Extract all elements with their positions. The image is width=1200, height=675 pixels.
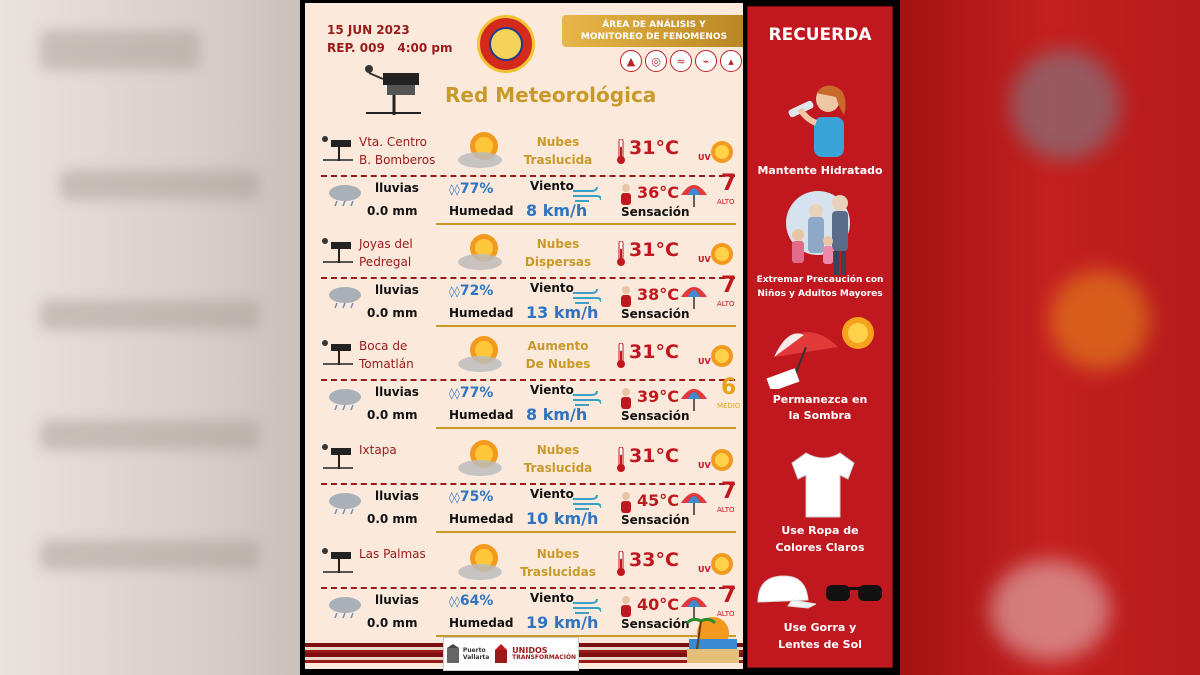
hazard-icons xyxy=(620,50,743,72)
feels-like-label: Sensación xyxy=(621,205,690,219)
tip-hydrated xyxy=(748,164,892,177)
person-heat-icon xyxy=(619,387,633,409)
rain-cloud-icon xyxy=(325,595,365,619)
uv-level: ALTO xyxy=(717,198,735,206)
recuerda-panel xyxy=(743,3,895,669)
row-underline xyxy=(436,427,736,429)
wind-icon xyxy=(571,597,601,617)
station-name-line1: Vta. Centro xyxy=(359,135,427,149)
station-name-line1: Las Palmas xyxy=(359,547,426,561)
humidity-number: 75% xyxy=(459,489,494,505)
uv-level: ALTO xyxy=(717,506,735,514)
station-name-line2: B. Bomberos xyxy=(359,153,436,167)
thermometer-icon xyxy=(616,447,626,473)
rain-label: lluvias xyxy=(375,181,419,195)
feels-like-value: 38°C xyxy=(637,285,680,304)
sky-condition xyxy=(513,235,603,271)
weather-station-icon xyxy=(321,547,355,573)
wind-label: Viento xyxy=(530,383,574,397)
feels-like-label: Sensación xyxy=(621,617,690,631)
wind-icon xyxy=(571,493,601,513)
temperature-value: 33°C xyxy=(629,549,679,571)
sun-cloud-icon xyxy=(456,130,508,170)
row-divider xyxy=(321,277,735,279)
area-banner-line2: MONITOREO DE FENOMENOS xyxy=(580,32,728,42)
humidity-drops-icon: ◊◊ xyxy=(449,285,460,298)
station-name xyxy=(359,235,413,271)
wind-label: Viento xyxy=(530,487,574,501)
umbrella-icon xyxy=(679,487,709,517)
weather-station-icon xyxy=(321,237,355,263)
sky-condition-line2: De Nubes xyxy=(525,357,591,371)
report-number-time xyxy=(327,41,453,55)
humidity-value xyxy=(449,385,493,401)
feels-like-value: 45°C xyxy=(637,491,680,510)
station-name-line2: Pedregal xyxy=(359,255,412,269)
tip-precaution xyxy=(748,273,892,301)
sun-cloud-icon xyxy=(456,438,508,478)
uv-sun-icon xyxy=(709,139,735,165)
sky-condition-line2: Traslucida xyxy=(523,153,593,167)
thermometer-icon xyxy=(616,139,626,165)
sky-condition-line2: Dispersas xyxy=(524,255,592,269)
humidity-value xyxy=(449,181,493,197)
station-row-5 xyxy=(321,543,739,643)
rain-label: lluvias xyxy=(375,489,419,503)
sky-condition-line1: Nubes xyxy=(536,547,580,561)
sky-condition xyxy=(513,133,603,169)
uv-index-value: 7 xyxy=(721,171,737,196)
tip-shade-line2: la Sombra xyxy=(788,409,852,422)
humidity-label: Humedad xyxy=(449,204,514,218)
sun-cloud-icon xyxy=(456,542,508,582)
unidos-logo xyxy=(493,644,576,664)
station-name-line1: Ixtapa xyxy=(359,443,397,457)
station-name-line2: Tomatlán xyxy=(359,357,414,371)
uv-index-value: 6 xyxy=(721,375,737,400)
uv-index-value: 7 xyxy=(721,583,737,608)
row-divider xyxy=(321,483,735,485)
footer-logos xyxy=(443,637,579,671)
humidity-drops-icon: ◊◊ xyxy=(449,387,460,400)
area-banner xyxy=(562,15,746,47)
station-name xyxy=(359,441,397,459)
person-heat-icon xyxy=(619,285,633,307)
beach-sunset-icon xyxy=(683,609,741,669)
humidity-number: 77% xyxy=(459,385,494,401)
report-time: 4:00 pm xyxy=(397,41,453,55)
report-number: REP. 009 xyxy=(327,41,385,55)
rain-label: lluvias xyxy=(375,283,419,297)
feels-like-value: 36°C xyxy=(637,183,680,202)
sky-condition xyxy=(513,337,603,373)
humidity-label: Humedad xyxy=(449,512,514,526)
bulletin-main-panel xyxy=(305,3,743,669)
recuerda-title: RECUERDA xyxy=(768,25,872,45)
uv-sun-icon xyxy=(709,241,735,267)
cap-icon xyxy=(752,572,816,612)
wind-value: 13 km/h xyxy=(526,303,599,322)
rain-value: 0.0 mm xyxy=(367,306,418,320)
temperature-value: 31°C xyxy=(629,445,679,467)
humidity-value xyxy=(449,593,493,609)
footer xyxy=(305,637,743,669)
humidity-number: 64% xyxy=(459,593,494,609)
page-title: Red Meteorológica xyxy=(445,83,657,107)
humidity-label: Humedad xyxy=(449,408,514,422)
rain-label: lluvias xyxy=(375,385,419,399)
sky-condition xyxy=(513,545,603,581)
wind-icon xyxy=(571,389,601,409)
umbrella-icon xyxy=(679,281,709,311)
rain-value: 0.0 mm xyxy=(367,204,418,218)
umbrella-icon xyxy=(679,179,709,209)
station-name-line1: Boca de xyxy=(359,339,408,353)
temperature-value: 31°C xyxy=(629,239,679,261)
area-banner-line1: ÁREA DE ANÁLISIS Y xyxy=(602,20,706,30)
sky-condition-line1: Nubes xyxy=(536,237,580,251)
humidity-label: Humedad xyxy=(449,306,514,320)
weather-bulletin xyxy=(300,0,900,675)
sky-condition-line1: Aumento xyxy=(527,339,589,353)
feels-like-value: 39°C xyxy=(637,387,680,406)
rain-cloud-icon xyxy=(325,387,365,411)
wind-label: Viento xyxy=(530,281,574,295)
uv-index-value: 7 xyxy=(721,479,737,504)
umbrella-icon xyxy=(679,383,709,413)
temperature-value: 31°C xyxy=(629,137,679,159)
person-heat-icon xyxy=(619,183,633,205)
humidity-value xyxy=(449,283,493,299)
uv-level: MEDIO xyxy=(717,402,741,410)
row-divider xyxy=(321,379,735,381)
feels-like-label: Sensación xyxy=(621,409,690,423)
tip-precaution-line2: Niños y Adultos Mayores xyxy=(757,289,883,299)
wind-label: Viento xyxy=(530,179,574,193)
humidity-number: 72% xyxy=(459,283,494,299)
sun-cloud-icon xyxy=(456,232,508,272)
station-name xyxy=(359,133,435,169)
tip-cap-glasses-line1: Use Gorra y xyxy=(783,621,857,634)
blurred-background-right xyxy=(900,0,1200,675)
thermometer-icon xyxy=(616,551,626,577)
weather-station-icon xyxy=(321,135,355,161)
rain-cloud-icon xyxy=(325,183,365,207)
thermometer-icon xyxy=(616,343,626,369)
city-crest-icon xyxy=(446,644,460,664)
uv-label: UV xyxy=(698,255,711,264)
uv-sun-icon xyxy=(709,551,735,577)
row-underline xyxy=(436,325,736,327)
puerto-vallarta-logo xyxy=(446,644,489,664)
civil-protection-seal xyxy=(477,15,535,73)
drinking-water-icon xyxy=(776,83,864,163)
uv-label: UV xyxy=(698,565,711,574)
sunglasses-icon xyxy=(824,581,884,605)
rain-cloud-icon xyxy=(325,491,365,515)
wind-label: Viento xyxy=(530,591,574,605)
tip-shade-line1: Permanezca en xyxy=(772,393,868,406)
uv-sun-icon xyxy=(709,447,735,473)
tip-hydrated-text: Mantente Hidratado xyxy=(757,164,883,177)
tip-cap-glasses-line2: Lentes de Sol xyxy=(778,638,862,651)
feels-like-label: Sensación xyxy=(621,513,690,527)
sky-condition-line2: Traslucida xyxy=(523,461,593,475)
humidity-drops-icon: ◊◊ xyxy=(449,595,460,608)
sun-cloud-icon xyxy=(456,334,508,374)
temperature-value: 31°C xyxy=(629,341,679,363)
volcano-icon: ▴ xyxy=(720,50,742,72)
weather-station-icon xyxy=(361,63,427,115)
report-date: 15 JUN 2023 xyxy=(327,23,410,37)
row-divider xyxy=(321,175,735,177)
umbrella-shade-icon xyxy=(766,313,878,389)
station-name-line1: Joyas del xyxy=(359,237,413,251)
earthquake-icon: ⌁ xyxy=(695,50,717,72)
row-underline xyxy=(436,223,736,225)
tip-cap-glasses xyxy=(748,619,892,653)
hurricane-icon: ◎ xyxy=(645,50,667,72)
person-heat-icon xyxy=(619,491,633,513)
tshirt-icon xyxy=(784,447,860,523)
uv-label: UV xyxy=(698,357,711,366)
humidity-value xyxy=(449,489,493,505)
station-name xyxy=(359,337,414,373)
station-row-4 xyxy=(321,439,739,539)
row-divider xyxy=(321,587,735,589)
sky-condition-line1: Nubes xyxy=(536,135,580,149)
logo1-line1: Puerto xyxy=(462,647,486,654)
tip-light-clothes-line2: Colores Claros xyxy=(775,541,865,554)
logo2-line1: UNIDOS xyxy=(512,646,548,655)
station-row-1 xyxy=(321,131,739,231)
humidity-drops-icon: ◊◊ xyxy=(449,491,460,504)
row-underline xyxy=(436,531,736,533)
feels-like-label: Sensación xyxy=(621,307,690,321)
wind-icon xyxy=(571,185,601,205)
uv-label: UV xyxy=(698,461,711,470)
wind-value: 8 km/h xyxy=(526,405,588,424)
thermometer-icon xyxy=(616,241,626,267)
wind-value: 8 km/h xyxy=(526,201,588,220)
uv-level: ALTO xyxy=(717,300,735,308)
tip-light-clothes-line1: Use Ropa de xyxy=(781,524,859,537)
weather-station-icon xyxy=(321,339,355,365)
uv-sun-icon xyxy=(709,343,735,369)
station-row-2 xyxy=(321,233,739,333)
rain-label: lluvias xyxy=(375,593,419,607)
logo2-line2: TRANSFORMACIÓN xyxy=(512,654,577,661)
rain-value: 0.0 mm xyxy=(367,512,418,526)
tip-light-clothes xyxy=(748,522,892,556)
weather-station-icon xyxy=(321,443,355,469)
humidity-label: Humedad xyxy=(449,616,514,630)
humidity-drops-icon: ◊◊ xyxy=(449,183,460,196)
uv-label: UV xyxy=(698,153,711,162)
wind-value: 19 km/h xyxy=(526,613,599,632)
humidity-number: 77% xyxy=(459,181,494,197)
station-row-3 xyxy=(321,335,739,435)
rain-value: 0.0 mm xyxy=(367,616,418,630)
church-icon xyxy=(493,644,509,664)
uv-index-value: 7 xyxy=(721,273,737,298)
station-name xyxy=(359,545,426,563)
tip-precaution-line1: Extremar Precaución con xyxy=(756,275,884,285)
wind-value: 10 km/h xyxy=(526,509,599,528)
person-heat-icon xyxy=(619,595,633,617)
sky-condition-line2: Traslucidas xyxy=(520,565,596,579)
sky-condition-line1: Nubes xyxy=(536,443,580,457)
wind-icon xyxy=(571,287,601,307)
uv-level: ALTO xyxy=(717,610,735,618)
sky-condition xyxy=(513,441,603,477)
elderly-and-children-icon xyxy=(778,189,864,277)
feels-like-value: 40°C xyxy=(637,595,680,614)
rain-cloud-icon xyxy=(325,285,365,309)
flood-icon: ≈ xyxy=(670,50,692,72)
fire-icon: ▲ xyxy=(620,50,642,72)
rain-value: 0.0 mm xyxy=(367,408,418,422)
logo1-line2: Vallarta xyxy=(462,654,490,661)
blurred-background-left xyxy=(0,0,300,675)
tip-shade xyxy=(748,392,892,424)
